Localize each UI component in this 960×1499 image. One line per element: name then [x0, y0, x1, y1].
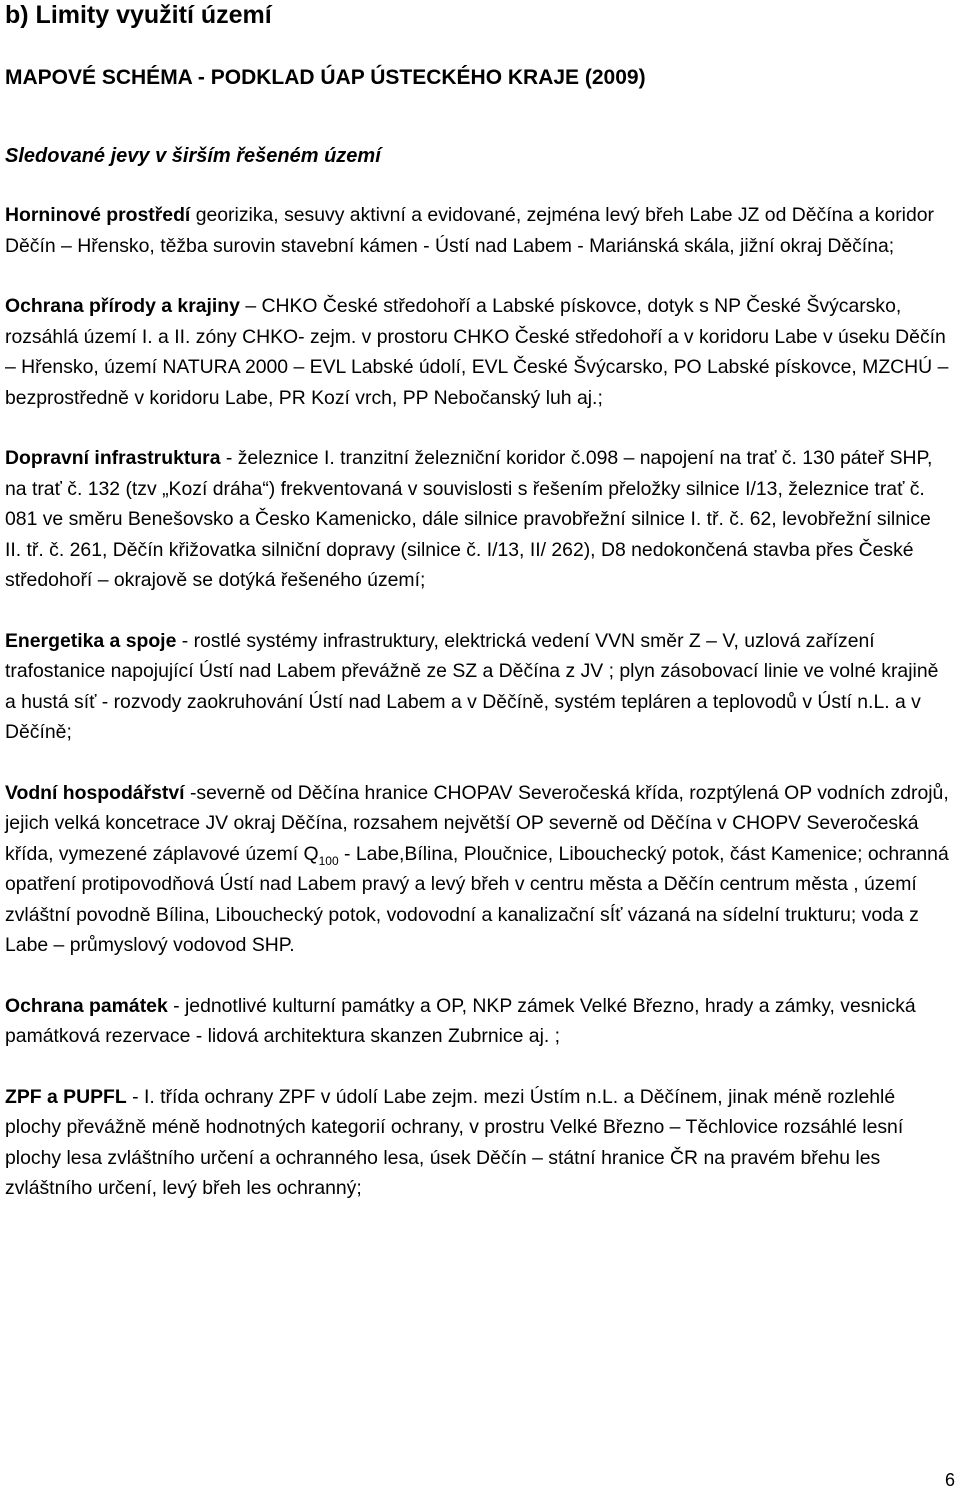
- paragraph-text: - I. třída ochrany ZPF v údolí Labe zejm. mezi Ústím n.L. a Děčínem, jinak méně rozlehlé plochy převážně méně hodnotných kategorií ochrany, v prostru Velké Březno – Těchlovice rozsáhlé lesní plochy lesa zvláštního určení a ochranného lesa, úsek Děčín – státní hranice ČR na pravém břehu les zvláštního určení, levý břeh les ochranný;: [5, 1085, 904, 1199]
- observed-phenomena-heading: Sledované jevy v širším řešeném území: [5, 145, 381, 167]
- paragraph-rock-environment: [5, 200, 950, 261]
- paragraph-label: Horninové prostředí: [5, 204, 191, 226]
- section-title: b) Limity využití území: [5, 1, 272, 29]
- paragraph-text-after-subscript: - Labe,Bílina, Ploučnice, Libouchecký potok, část Kamenice; ochranná opatření protipovodňová Ústí nad Labem pravý a levý břeh v centru města a Děčín centrum města , území zvláštní povodně Bílina, Libouchecký potok, vodovodní a kanalizační sÍť vázaná na sídelní trukturu; voda z Labe – průmyslový vodovod SHP.: [5, 842, 949, 956]
- paragraph-text: - rostlé systémy infrastruktury, elektrická vedení VVN směr Z – V, uzlová zařízení trafostanice napojující Ústí nad Labem převážně ze SZ a Děčína z JV ; plyn zásobovací linie ve volné krajině a hustá síť - rozvody zaokruhování Ústí nad Labem a v Děčíně, systém tepláren a teplovodů v Ústí n.L. a v Děčíně;: [5, 629, 939, 743]
- paragraph-nature-protection: [5, 291, 950, 413]
- paragraph-text-before-subscript: -severně od Děčína hranice CHOPAV Severočeská křída, rozptýlená OP vodních zdrojů, jejich velká koncetrace JV okraj Děčína, rozsahem největší OP severně od Děčína v CHOPV Severočeská křída, vymezené záplavové území Q: [5, 781, 949, 865]
- paragraph-energy-networks: [5, 626, 950, 748]
- paragraph-label: ZPF a PUPFL: [5, 1085, 127, 1108]
- paragraph-text: - jednotlivé kulturní památky a OP, NKP zámek Velké Březno, hrady a zámky, vesnická památková rezervace - lidová architektura skanzen Zubrnice aj. ;: [5, 994, 916, 1047]
- flood-zone-subscript: 100: [318, 853, 339, 868]
- paragraph-label: Vodní hospodářství: [5, 781, 185, 804]
- paragraph-text: georizika, sesuvy aktivní a evidované, zejména levý břeh Labe JZ od Děčína a koridor Děčín – Hřensko, těžba surovin stavební kámen - Ústí nad Labem - Mariánská skála, jižní okraj Děčína;: [5, 204, 935, 257]
- paragraph-label: Ochrana přírody a krajiny: [5, 295, 240, 317]
- paragraph-monument-protection: [5, 991, 950, 1052]
- paragraph-label: Energetika a spoje: [5, 629, 177, 652]
- paragraph-label: Ochrana památek: [5, 994, 168, 1017]
- paragraph-agricultural-forest-land: [5, 1082, 950, 1204]
- paragraph-text: – CHKO České středohoří a Labské pískovce, dotyk s NP České Švýcarsko, rozsáhlá území I. a II. zóny CHKO- zejm. v prostoru CHKO České středohoří a v koridoru Labe v úseku Děčín – Hřensko, území NATURA 2000 – EVL Labské údolí, EVL České Švýcarsko, PO Labské pískovce, MZCHÚ – bezprostředně v koridoru Labe, PR Kozí vrch, PP Nebočanský luh aj.;: [5, 295, 949, 409]
- document-page: [5, 0, 950, 1204]
- paragraph-water-management: [5, 778, 950, 961]
- paragraph-transport-infrastructure: [5, 443, 950, 596]
- map-schema-title: MAPOVÉ SCHÉMA - PODKLAD ÚAP ÚSTECKÉHO KRAJE (2009): [5, 66, 646, 89]
- paragraph-text: - železnice I. tranzitní železniční koridor č.098 – napojení na trať č. 130 páteř SHP, na trať č. 132 (tzv „Kozí dráha“) frekventovaná v souvislosti s řešením přeložky silnice I/13, železnice trať č. 081 ve směru Benešovsko a Česko Kamenicko, dále silnice pravobřežní silnice I. tř. č. 62, levobřežní silnice II. tř. č. 261, Děčín křižovatka silniční dopravy (silnice č. I/13, II/ 262), D8 nedokončená stavba přes České středohoří – okrajově se dotýká řešeného území;: [5, 447, 933, 591]
- page-number: 6: [944, 1470, 955, 1490]
- paragraph-label: Dopravní infrastruktura: [5, 447, 221, 469]
